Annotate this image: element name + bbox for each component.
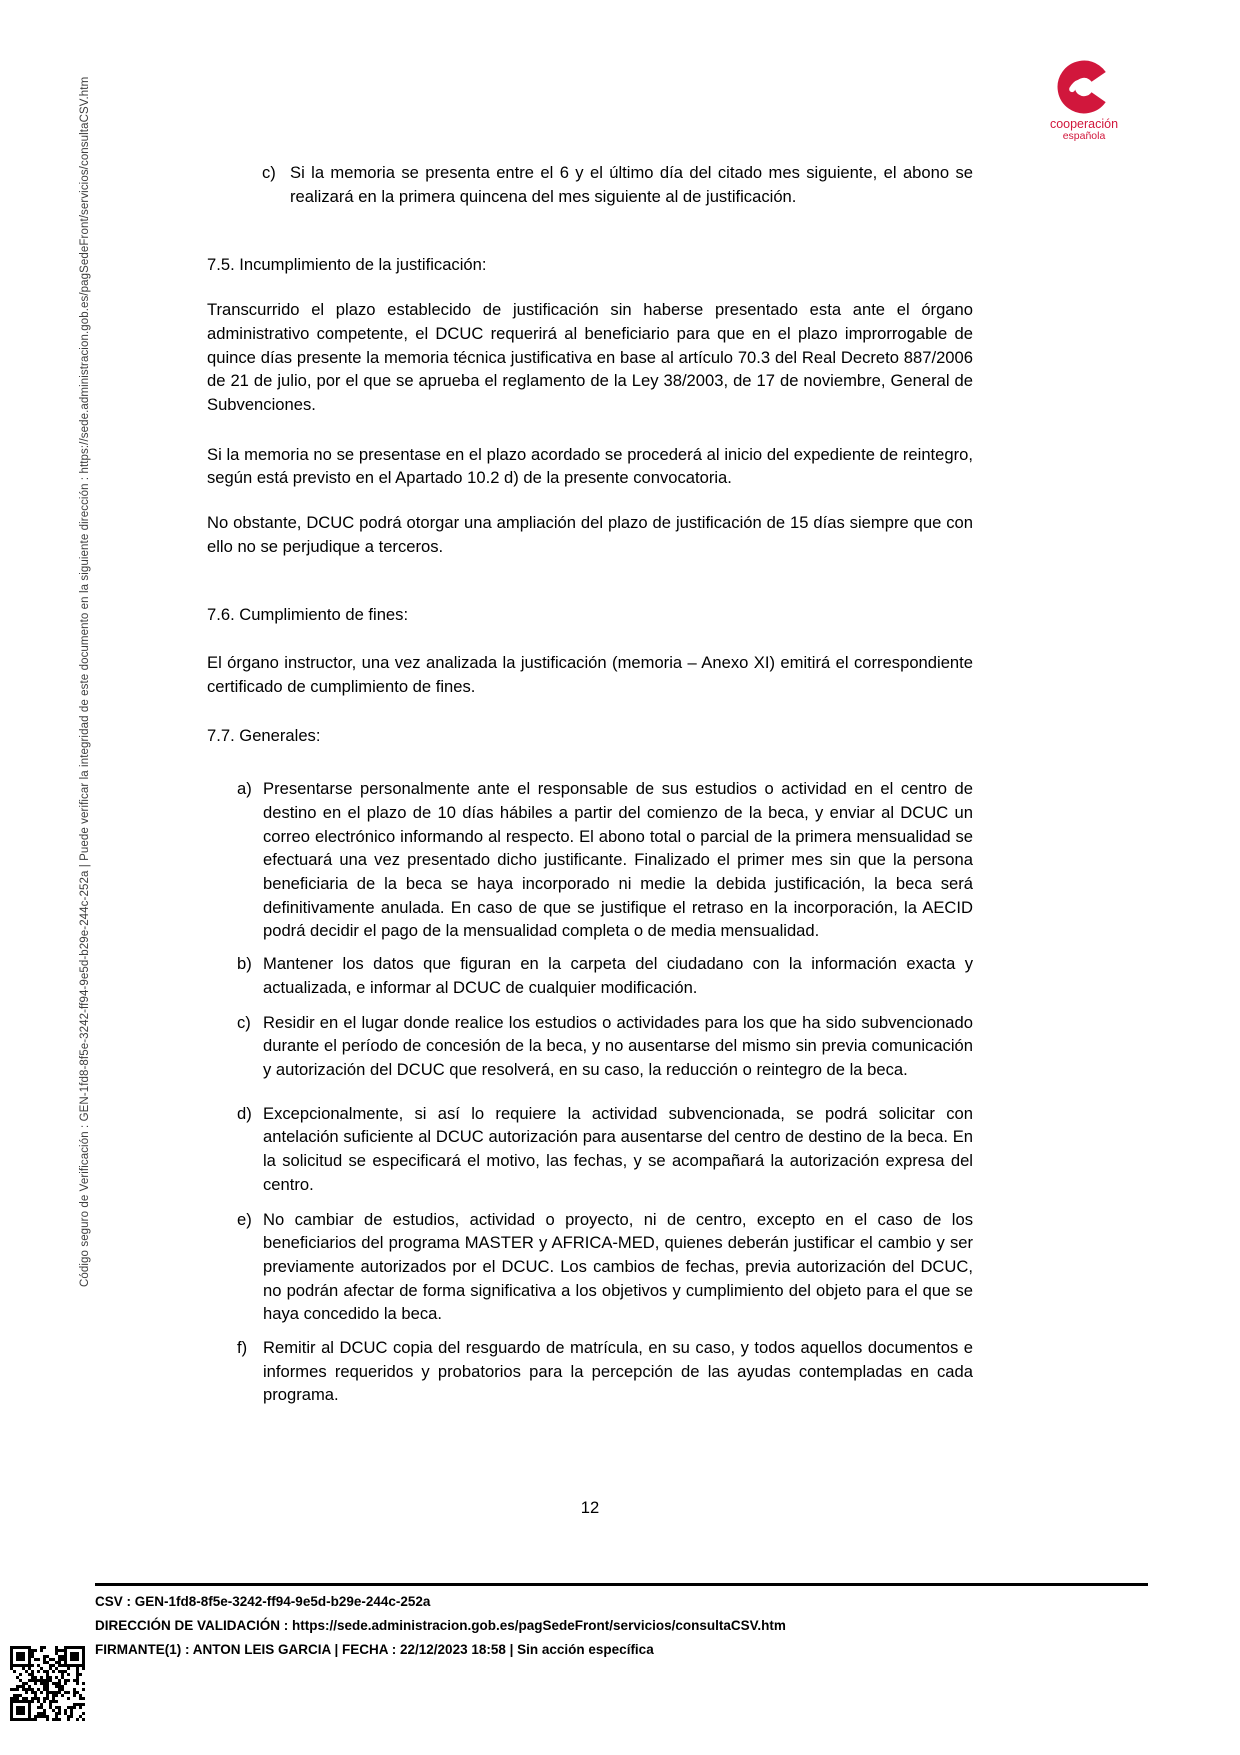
footer-csv-line: CSV : GEN-1fd8-8f5e-3242-ff94-9e5d-b29e-244c-252a — [95, 1594, 431, 1609]
list-item-text: Remitir al DCUC copia del resguardo de matrícula, en su caso, y todos aquellos documentos e informes requeridos y probatorios para la percepción de las ayudas contempladas en cada programa. — [263, 1338, 973, 1405]
list-item-text: Mantener los datos que figuran en la carpeta del ciudadano con la información exacta y actualizada, e informar al DCUC de cualquier modificación. — [263, 954, 973, 997]
qr-code — [10, 1646, 85, 1721]
verification-code-vertical-text: Código seguro de Verificación : GEN-1fd8-8f5e-3242-ff94-9e5d-b29e-244c-252a | Puede verificar la integridad de este documento en la siguiente dirección : https://sede.administracion.gob.es/pagSedeFront/servicios/consultaCSV.htm — [79, 76, 91, 1287]
list-item-text: Excepcionalmente, si así lo requiere la actividad subvencionada, se podrá solicitar con antelación suficiente al DCUC autorización para ausentarse del centro de destino de la beca. En la solicitud se especificará el motivo, las fechas, y se acompañará la autorización expresa del centro. — [263, 1103, 973, 1194]
list-item-intro-c — [207, 161, 973, 208]
list-item-c — [207, 1011, 973, 1082]
list-item-b — [207, 952, 973, 999]
list-item-marker: a) — [237, 779, 252, 799]
page-number: 12 — [580, 1498, 600, 1517]
list-item-text: Si la memoria se presenta entre el 6 y el último día del citado mes siguiente, el abono se realizará en la primera quincena del mes siguiente al de justificación. — [290, 163, 973, 206]
footer-divider — [95, 1583, 1148, 1586]
section-7-7-heading: 7.7. Generales: — [207, 725, 321, 745]
list-item-marker: c) — [262, 163, 276, 182]
document-body — [207, 0, 973, 1407]
section-7-6-heading: 7.6. Cumplimiento de fines: — [207, 605, 409, 625]
paragraph: Transcurrido el plazo establecido de justificación sin haberse presentado esta ante el órgano administrativo competente, el DCUC requerirá al beneficiario para que en el plazo improrrogable de quince días presente la memoria técnica justificativa en base al artículo 70.3 del Real Decreto 887/2006 de 21 de julio, por el que se aprueba el reglamento de la Ley 38/2003, de 17 de noviembre, General de Subvenciones. — [207, 300, 973, 414]
paragraph: El órgano instructor, una vez analizada la justificación (memoria – Anexo XI) emitirá el correspondiente certificado de cumplimiento de fines. — [207, 653, 973, 696]
list-item-a — [207, 777, 973, 943]
cooperacion-espanola-logo — [1042, 58, 1126, 142]
list-item-d — [207, 1102, 973, 1197]
logo-wordmark-line2: española — [1062, 130, 1106, 142]
list-item-marker: b) — [237, 954, 252, 974]
list-item-text: No cambiar de estudios, actividad o proyecto, ni de centro, excepto en el caso de los beneficiarios del programa MASTER y AFRICA-MED, quienes deberán justificar el cambio y ser previamente autorizados por el DCUC. Los cambios de fechas, previa autorización del DCUC, no podrán afectar de forma significativa a los objetivos y cumplimiento del objeto para el que se haya concedido la beca. — [263, 1209, 973, 1324]
logo-wordmark-line1: cooperación — [1049, 117, 1119, 131]
paragraph: No obstante, DCUC podrá otorgar una ampliación del plazo de justificación de 15 días siempre que con ello no se perjudique a terceros. — [207, 513, 973, 556]
list-item-marker: f) — [237, 1338, 248, 1358]
paragraph: Si la memoria no se presentase en el plazo acordado se procederá al inicio del expediente de reintegro, según está previsto en el Apartado 10.2 d) de la presente convocatoria. — [207, 444, 973, 488]
list-item-text: Residir en el lugar donde realice los estudios o actividades para los que ha sido subvencionado durante el período de concesión de la beca, y no ausentarse del mismo sin previa comunicación y autorización del DCUC que resolverá, en su caso, la reducción o reintegro de la beca. — [263, 1012, 973, 1079]
list-item-marker: c) — [237, 1012, 251, 1032]
footer-validation-line: DIRECCIÓN DE VALIDACIÓN : https://sede.administracion.gob.es/pagSedeFront/servicios/consultaCSV.htm — [95, 1618, 786, 1633]
footer-signer-line: FIRMANTE(1) : ANTON LEIS GARCIA | FECHA : 22/12/2023 18:58 | Sin acción específica — [95, 1642, 654, 1657]
list-item-e — [207, 1208, 973, 1327]
list-item-marker: e) — [237, 1209, 252, 1229]
cooperacion-espanola-c-icon — [1042, 58, 1126, 116]
list-item-f — [207, 1336, 973, 1407]
section-7-5-heading: 7.5. Incumplimiento de la justificación: — [207, 255, 487, 275]
list-item-marker: d) — [237, 1103, 252, 1123]
list-item-text: Presentarse personalmente ante el responsable de sus estudios o actividad en el centro de destino en el plazo de 10 días hábiles a partir del comienzo de la beca, y enviar al DCUC un correo electrónico informando al respecto. El abono total o parcial de la primera mensualidad se efectuará una vez presentado dicho justificante. Finalizado el primer mes sin que la persona beneficiaria de la beca se haya incorporado ni medie la debida justificación, la beca será definitivamente anulada. En caso de que se justifique el retraso en la incorporación, la AECID podrá decidir el pago de la mensualidad completa o de media mensualidad. — [263, 779, 973, 941]
